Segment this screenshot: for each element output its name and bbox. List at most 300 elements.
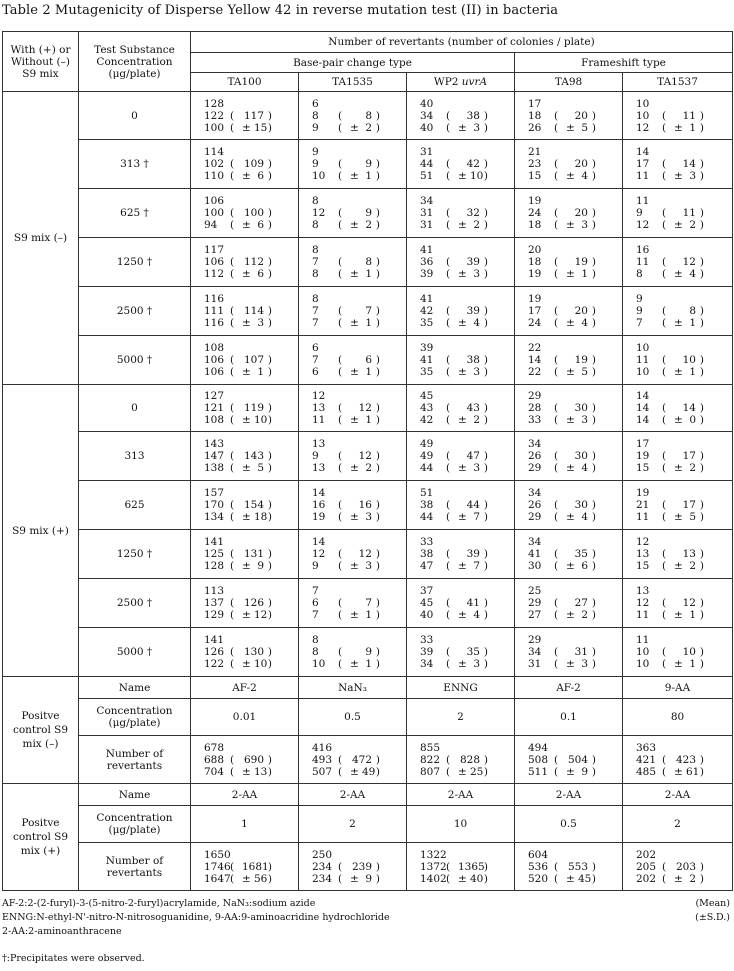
plus-minus: ±	[674, 609, 683, 621]
mean-value: 12	[682, 256, 696, 268]
revertant-cell	[407, 140, 515, 189]
paren-open: (	[554, 305, 559, 317]
plate-3-line	[420, 609, 514, 621]
sd-value: 25	[470, 765, 484, 778]
plate-1-count: 143	[204, 438, 225, 450]
plate-3-line	[636, 268, 732, 280]
plate-3-line	[204, 268, 298, 280]
paren-open: (	[338, 414, 343, 426]
paren-open: (	[230, 121, 235, 134]
revertant-cell	[407, 579, 515, 628]
paren-close: )	[375, 860, 380, 873]
plate-3-count: 33	[528, 414, 542, 426]
paren-close: )	[591, 317, 596, 329]
plate-1-line	[528, 487, 622, 499]
paren-close: )	[699, 597, 704, 609]
revertant-cell	[407, 530, 515, 579]
plate-2-line	[528, 499, 622, 511]
revertant-cell	[191, 481, 299, 530]
positive-control-label: Positve control S9 mix (+)	[3, 784, 79, 891]
paren-open: (	[446, 121, 451, 134]
plate-2-count: 126	[204, 646, 225, 658]
plate-2-line	[420, 499, 514, 511]
paren-close: )	[699, 402, 704, 414]
paren-open: (	[338, 646, 343, 658]
plate-1-line	[528, 849, 622, 861]
paren-open: (	[338, 354, 343, 366]
plate-2-count: 36	[420, 256, 434, 268]
paren-close: )	[483, 317, 488, 329]
paren-open: (	[662, 305, 667, 317]
plate-3-line	[636, 511, 732, 523]
paren-open: (	[230, 317, 235, 329]
plate-1-line	[312, 342, 406, 354]
plate-3-line	[420, 511, 514, 523]
paren-close: )	[591, 354, 596, 366]
plate-3-count: 10	[312, 658, 326, 670]
plate-2-line	[528, 754, 622, 766]
sd-value: 2	[581, 609, 588, 621]
plate-1-line	[636, 146, 732, 158]
plate-3-count: 138	[204, 462, 225, 474]
paren-open: (	[446, 753, 451, 766]
sd-value: 5	[581, 121, 588, 134]
paren-close: )	[375, 402, 380, 414]
plate-1-count: 8	[312, 634, 319, 646]
mean-value: 20	[574, 158, 588, 170]
paren-open: (	[662, 450, 667, 462]
plate-2-count: 7	[312, 305, 319, 317]
plus-minus: ±	[242, 872, 251, 885]
plus-minus: ±	[674, 366, 683, 378]
plate-3-count: 1402	[420, 872, 447, 885]
pc-revertants-row	[3, 736, 733, 784]
plate-2-count: 13	[312, 402, 326, 414]
paren-close: )	[267, 354, 272, 366]
revertant-cell	[407, 385, 515, 432]
mean-value: 553	[567, 860, 588, 873]
paren-close: )	[483, 170, 488, 182]
plate-2-line	[312, 110, 406, 122]
paren-close: )	[483, 860, 488, 873]
paren-close: )	[591, 646, 596, 658]
plus-minus: ±	[458, 511, 467, 523]
plate-3-count: 12	[636, 121, 650, 134]
paren-close: )	[267, 121, 272, 134]
sd-value: 9	[257, 560, 264, 572]
paren-open: (	[554, 765, 559, 778]
plate-3-count: 40	[420, 609, 434, 621]
plate-3-line	[636, 366, 732, 378]
plate-3-count: 39	[420, 268, 434, 280]
paren-open: (	[554, 860, 559, 873]
plus-minus: ±	[242, 658, 251, 670]
paren-close: )	[483, 121, 488, 134]
pc-concentration-row	[3, 806, 733, 843]
plate-3-line	[312, 219, 406, 231]
plate-3-count: 122	[204, 658, 225, 670]
revertant-cell	[515, 92, 623, 140]
sd-value: 3	[365, 560, 372, 572]
sd-value: 6	[257, 268, 264, 280]
plate-2-line	[312, 158, 406, 170]
mean-value: 16	[358, 499, 372, 511]
mean-value: 32	[466, 207, 480, 219]
plate-1-line	[636, 585, 732, 597]
pc-concentration-value: 2	[299, 806, 407, 843]
paren-close: )	[483, 462, 488, 474]
mean-value: 44	[466, 499, 480, 511]
mean-value: 12	[682, 597, 696, 609]
paren-close: )	[375, 753, 380, 766]
plate-2-count: 28	[528, 402, 542, 414]
sd-value: 4	[581, 170, 588, 182]
plate-1-count: 20	[528, 244, 542, 256]
plate-1-count: 37	[420, 585, 434, 597]
plate-2-line	[636, 499, 732, 511]
paren-open: (	[662, 268, 667, 280]
plate-3-count: 40	[420, 121, 434, 134]
mean-value: 20	[574, 109, 588, 122]
paren-open: (	[554, 402, 559, 414]
paren-close: )	[375, 511, 380, 523]
mean-value: 109	[243, 158, 264, 170]
plate-2-count: 234	[312, 860, 333, 873]
plate-1-count: 141	[204, 634, 225, 646]
paren-close: )	[483, 256, 488, 268]
paren-close: )	[375, 109, 380, 122]
plate-1-line	[204, 146, 298, 158]
plate-1-line	[636, 293, 732, 305]
paren-close: )	[267, 609, 272, 621]
plate-1-count: 12	[636, 536, 650, 548]
mean-value: 10	[682, 646, 696, 658]
revertant-cell	[407, 189, 515, 238]
plate-2-count: 12	[312, 548, 326, 560]
plate-1-line	[312, 536, 406, 548]
plate-2-line	[528, 861, 622, 873]
plate-2-line	[204, 499, 298, 511]
plus-minus: ±	[350, 268, 359, 280]
plate-1-count: 17	[528, 97, 542, 110]
plate-2-count: 14	[528, 354, 542, 366]
paren-open: (	[662, 207, 667, 219]
plate-2-count: 41	[528, 548, 542, 560]
paren-close: )	[591, 753, 596, 766]
plate-3-count: 7	[312, 609, 319, 621]
plate-2-line	[636, 754, 732, 766]
s9-header: With (+) or Without (–) S9 mix	[3, 32, 79, 92]
pc-substance-name: ENNG	[407, 677, 515, 699]
plate-2-line	[312, 499, 406, 511]
paren-close: )	[591, 548, 596, 560]
plate-1-count: 10	[636, 342, 650, 354]
paren-open: (	[230, 462, 235, 474]
plate-2-count: 170	[204, 499, 225, 511]
paren-close: )	[483, 609, 488, 621]
plate-1-count: 45	[420, 390, 434, 402]
paren-open: (	[230, 548, 235, 560]
paren-open: (	[662, 499, 667, 511]
sd-value: 15	[254, 121, 268, 134]
sd-value: 5	[581, 366, 588, 378]
paren-open: (	[662, 462, 667, 474]
paren-open: (	[338, 219, 343, 231]
plate-3-count: 24	[528, 317, 542, 329]
plate-2-line	[312, 450, 406, 462]
plate-3-count: 1647	[204, 872, 231, 885]
paren-close: )	[267, 860, 272, 873]
plate-2-count: 125	[204, 548, 225, 560]
plus-minus: ±	[242, 765, 251, 778]
plate-1-line	[312, 390, 406, 402]
sd-value: 1	[689, 317, 696, 329]
plate-1-count: 33	[420, 536, 434, 548]
plate-3-count: 8	[312, 219, 319, 231]
plate-1-line	[204, 634, 298, 646]
plate-2-line	[420, 305, 514, 317]
plate-3-count: 704	[204, 765, 225, 778]
pc-substance-name: 2-AA	[623, 784, 733, 806]
plate-2-count: 102	[204, 158, 225, 170]
plate-1-count: 34	[528, 487, 542, 499]
plate-3-line	[420, 766, 514, 778]
paren-open: (	[446, 450, 451, 462]
plate-1-line	[312, 634, 406, 646]
paren-close: )	[699, 414, 704, 426]
plate-2-count: 9	[636, 305, 643, 317]
plate-2-line	[204, 402, 298, 414]
sd-value: 40	[470, 872, 484, 885]
plus-minus: ±	[458, 219, 467, 231]
plate-3-line	[636, 219, 732, 231]
plate-2-line	[204, 646, 298, 658]
table-row	[3, 481, 733, 530]
plate-3-count: 106	[204, 366, 225, 378]
plate-1-count: 8	[312, 244, 319, 256]
plate-3-line	[312, 462, 406, 474]
plate-2-line	[420, 256, 514, 268]
plate-1-line	[312, 146, 406, 158]
paren-open: (	[338, 658, 343, 670]
plate-1-count: 416	[312, 741, 333, 754]
plate-3-count: 9	[312, 121, 319, 134]
plate-1-count: 6	[312, 97, 319, 110]
paren-close: )	[483, 765, 488, 778]
paren-open: (	[554, 414, 559, 426]
plate-3-count: 11	[636, 170, 650, 182]
plate-3-count: 520	[528, 872, 549, 885]
paren-close: )	[591, 597, 596, 609]
mean-value: 14	[682, 158, 696, 170]
paren-open: (	[230, 414, 235, 426]
plate-2-line	[528, 402, 622, 414]
plate-1-count: 41	[420, 244, 434, 256]
paren-close: )	[483, 658, 488, 670]
paren-open: (	[554, 256, 559, 268]
revertant-cell	[191, 530, 299, 579]
plate-2-count: 7	[312, 256, 319, 268]
paren-close: )	[267, 170, 272, 182]
paren-open: (	[230, 860, 235, 873]
paren-close: )	[699, 548, 704, 560]
paren-open: (	[554, 317, 559, 329]
sd-value: 4	[689, 268, 696, 280]
plus-minus: ±	[566, 268, 575, 280]
strain-header: TA100	[191, 73, 299, 92]
plate-2-count: 17	[636, 158, 650, 170]
plate-3-line	[204, 366, 298, 378]
plate-3-count: 8	[312, 268, 319, 280]
plate-1-count: 8	[312, 195, 319, 207]
plate-3-count: 30	[528, 560, 542, 572]
paren-open: (	[338, 597, 343, 609]
pc-revertant-cell	[299, 736, 407, 784]
paren-open: (	[446, 414, 451, 426]
plate-3-count: 15	[636, 560, 650, 572]
table-body	[3, 32, 733, 891]
plate-2-count: 6	[312, 597, 319, 609]
paren-open: (	[338, 268, 343, 280]
paren-close: )	[699, 317, 704, 329]
paren-open: (	[662, 317, 667, 329]
plate-3-line	[312, 268, 406, 280]
plate-3-line	[528, 462, 622, 474]
sd-value: 7	[473, 560, 480, 572]
pc-substance-name: 2-AA	[407, 784, 515, 806]
plate-3-line	[528, 219, 622, 231]
pc-revertants-label: Number of revertants	[79, 736, 191, 784]
plate-3-count: 6	[312, 366, 319, 378]
concentration-cell: 2500 †	[79, 579, 191, 628]
paren-open: (	[446, 765, 451, 778]
strain-name-suffix: uvrA	[461, 76, 488, 88]
pc-substance-name: AF-2	[191, 677, 299, 699]
pc-revertant-cell	[515, 843, 623, 891]
mean-value: 30	[574, 402, 588, 414]
plus-minus: ±	[350, 219, 359, 231]
mean-value: 10	[682, 354, 696, 366]
pc-concentration-value: 10	[407, 806, 515, 843]
paren-open: (	[554, 109, 559, 122]
plate-3-count: 485	[636, 765, 657, 778]
plate-3-line	[204, 122, 298, 134]
sd-value: 3	[365, 511, 372, 523]
pc-revertant-cell	[623, 843, 733, 891]
paren-open: (	[338, 158, 343, 170]
plus-minus: ±	[458, 170, 467, 182]
sd-value: 61	[686, 765, 700, 778]
paren-close: )	[699, 765, 704, 778]
mean-value: 47	[466, 450, 480, 462]
sd-value: 4	[473, 317, 480, 329]
plate-2-line	[420, 207, 514, 219]
plate-3-line	[636, 766, 732, 778]
paren-open: (	[446, 860, 451, 873]
paren-open: (	[338, 462, 343, 474]
table-title: Table 2 Mutagenicity of Disperse Yellow 42 in reverse mutation test (II) in bacteria	[2, 3, 559, 18]
plate-3-count: 13	[312, 462, 326, 474]
paren-open: (	[662, 402, 667, 414]
paren-close: )	[591, 268, 596, 280]
plate-3-count: 47	[420, 560, 434, 572]
plus-minus: ±	[350, 462, 359, 474]
plate-2-line	[204, 597, 298, 609]
pc-substance-name: AF-2	[515, 677, 623, 699]
paren-open: (	[230, 219, 235, 231]
plate-2-count: 42	[420, 305, 434, 317]
paren-close: )	[483, 268, 488, 280]
paren-open: (	[446, 158, 451, 170]
paren-open: (	[662, 121, 667, 134]
plate-2-count: 16	[312, 499, 326, 511]
paren-close: )	[699, 158, 704, 170]
plate-2-count: 12	[312, 207, 326, 219]
sd-value: 9	[581, 765, 588, 778]
mean-value: 39	[466, 305, 480, 317]
pc-revertant-cell	[191, 843, 299, 891]
revertant-cell	[191, 336, 299, 385]
plate-1-line	[420, 438, 514, 450]
mean-value: 131	[243, 548, 264, 560]
plate-2-line	[312, 402, 406, 414]
plate-2-count: 24	[528, 207, 542, 219]
plus-minus: ±	[242, 462, 251, 474]
paren-open: (	[338, 872, 343, 885]
plate-2-line	[636, 861, 732, 873]
sd-value: 1	[689, 658, 696, 670]
plate-3-line	[420, 414, 514, 426]
table-row	[3, 189, 733, 238]
plate-1-count: 1650	[204, 848, 231, 861]
sd-value: 4	[581, 462, 588, 474]
plate-3-count: 14	[636, 414, 650, 426]
paren-open: (	[338, 402, 343, 414]
paren-close: )	[483, 450, 488, 462]
plate-2-count: 106	[204, 354, 225, 366]
strain-name-main: WP2	[433, 76, 462, 88]
plate-2-line	[636, 450, 732, 462]
plate-1-count: 494	[528, 741, 549, 754]
plus-minus: ±	[566, 609, 575, 621]
plate-1-count: 49	[420, 438, 434, 450]
paren-close: )	[591, 414, 596, 426]
revertant-cell	[407, 336, 515, 385]
plate-3-count: 51	[420, 170, 434, 182]
concentration-cell: 5000 †	[79, 336, 191, 385]
table-row	[3, 628, 733, 677]
pc-name-row	[3, 784, 733, 806]
paren-close: )	[267, 511, 272, 523]
plate-2-count: 121	[204, 402, 225, 414]
paren-close: )	[699, 860, 704, 873]
revertant-cell	[191, 92, 299, 140]
plate-2-count: 13	[636, 548, 650, 560]
plus-minus: ±	[566, 366, 575, 378]
concentration-cell: 1250 †	[79, 530, 191, 579]
plate-1-count: 250	[312, 848, 333, 861]
plus-minus: ±	[242, 170, 251, 182]
revertant-cell	[299, 530, 407, 579]
plate-1-count: 128	[204, 97, 225, 110]
plate-1-line	[204, 487, 298, 499]
plate-3-line	[204, 170, 298, 182]
mean-value: 17	[682, 450, 696, 462]
plate-2-line	[528, 597, 622, 609]
revertant-cell	[299, 481, 407, 530]
paren-open: (	[554, 462, 559, 474]
plate-2-count: 34	[420, 109, 434, 122]
